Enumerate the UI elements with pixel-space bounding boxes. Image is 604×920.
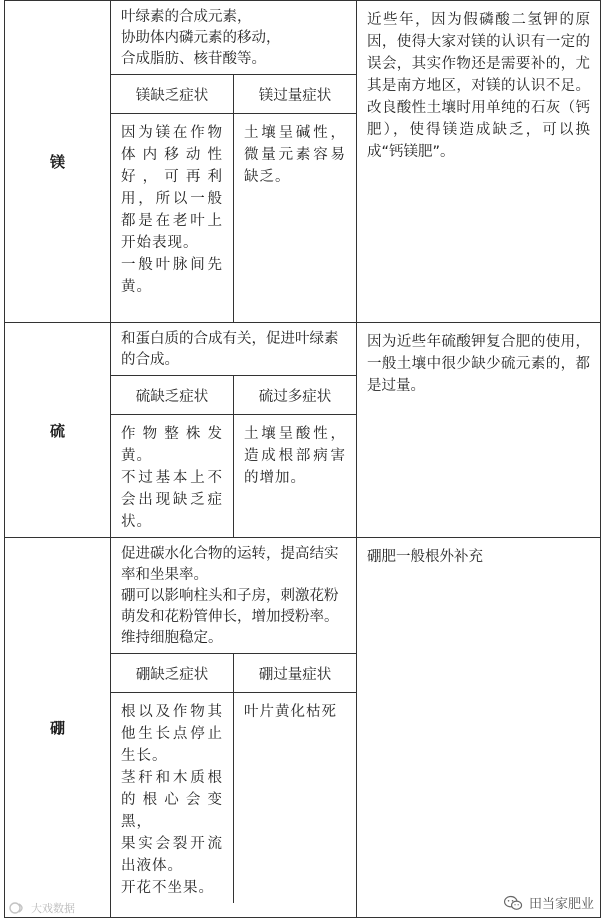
- excess-header: 镁过量症状: [234, 75, 357, 114]
- table-row-magnesium: [5, 1, 601, 323]
- function-line: 合成脂肪、核苷酸等。: [121, 51, 266, 67]
- function-text: [111, 323, 356, 376]
- function-line: 叶绿素的合成元素，: [121, 9, 252, 25]
- function-line: 维持细胞稳定。: [121, 630, 223, 646]
- deficiency-header: 硼缺乏症状: [111, 654, 234, 693]
- function-line: 硼可以影响柱头和子房，刺激花粉萌发和花粉管伸长，增加授粉率。: [121, 588, 339, 625]
- symptom-line: 不过基本上不会出现缺乏症状。: [121, 470, 223, 530]
- deficiency-symptoms: [111, 114, 234, 322]
- symptom-line: 开花不坐果。: [121, 880, 214, 896]
- symptom-line: 土壤呈酸性，造成根部病害的增加。: [244, 426, 346, 486]
- deficiency-symptoms: [111, 693, 234, 904]
- function-line: 协助体内磷元素的移动，: [121, 30, 281, 46]
- element-name: 硼: [5, 538, 111, 918]
- note-cell: 因为近些年硫酸钾复合肥的使用，一般土壤中很少缺少硫元素的，都是过量。: [357, 323, 601, 538]
- symptom-line: 根以及作物其他生长点停止生长。: [121, 704, 223, 764]
- watermark-logo-icon: [8, 900, 28, 916]
- account-watermark: [503, 893, 594, 912]
- nutrient-table: [4, 0, 601, 918]
- wechat-icon: [503, 895, 523, 911]
- excess-symptoms: [234, 114, 357, 322]
- symptom-subtable: [111, 654, 356, 903]
- symptom-line: 叶片黄化枯死: [244, 704, 337, 720]
- table-row-boron: [5, 538, 601, 918]
- symptom-line: 因为镁在作物体内移动性好，可再利用，所以一般都是在老叶上开始表现。: [121, 125, 223, 251]
- symptom-line: 一般叶脉间先黄。: [121, 257, 223, 295]
- watermark-left-text: 大戏数据: [31, 902, 75, 915]
- symptom-line: 土壤呈碱性，微量元素容易缺乏。: [244, 125, 346, 185]
- deficiency-header: 镁缺乏症状: [111, 75, 234, 114]
- deficiency-header: 硫缺乏症状: [111, 376, 234, 415]
- excess-symptoms: [234, 415, 357, 538]
- excess-header: 硫过多症状: [234, 376, 357, 415]
- function-text: [111, 538, 356, 654]
- symptom-line: 果实会裂开流出液体。: [121, 836, 223, 874]
- element-info-cell: [111, 1, 357, 323]
- function-text: [111, 1, 356, 75]
- deficiency-symptoms: [111, 415, 234, 538]
- element-info-cell: [111, 323, 357, 538]
- function-line: 促进碳水化合物的运转，提高结实率和坐果率。: [121, 546, 339, 583]
- element-name: 硫: [5, 323, 111, 538]
- symptom-line: 作物整株发黄。: [121, 426, 223, 464]
- element-name: 镁: [5, 1, 111, 323]
- symptom-subtable: [111, 376, 356, 537]
- table-row-sulfur: [5, 323, 601, 538]
- symptom-line: 茎秆和木质根的根心会变黑，: [121, 770, 223, 830]
- excess-header: 硼过量症状: [234, 654, 357, 693]
- note-cell: 近些年，因为假磷酸二氢钾的原因，使得大家对镁的认识有一定的误会，其实作物还是需要补的，尤其是南方地区，对镁的认识不足。改良酸性土壤时用单纯的石灰（钙肥），使得镁造成缺乏，可以换成“钙镁肥”。: [357, 1, 601, 323]
- note-cell: 硼肥一般根外补充: [357, 538, 601, 918]
- excess-symptoms: [234, 693, 357, 904]
- element-info-cell: [111, 538, 357, 918]
- function-line: 和蛋白质的合成有关，促进叶绿素的合成。: [121, 331, 339, 368]
- symptom-subtable: [111, 75, 356, 322]
- watermark-right-text: 田当家肥业: [528, 897, 594, 912]
- source-watermark: [8, 900, 75, 916]
